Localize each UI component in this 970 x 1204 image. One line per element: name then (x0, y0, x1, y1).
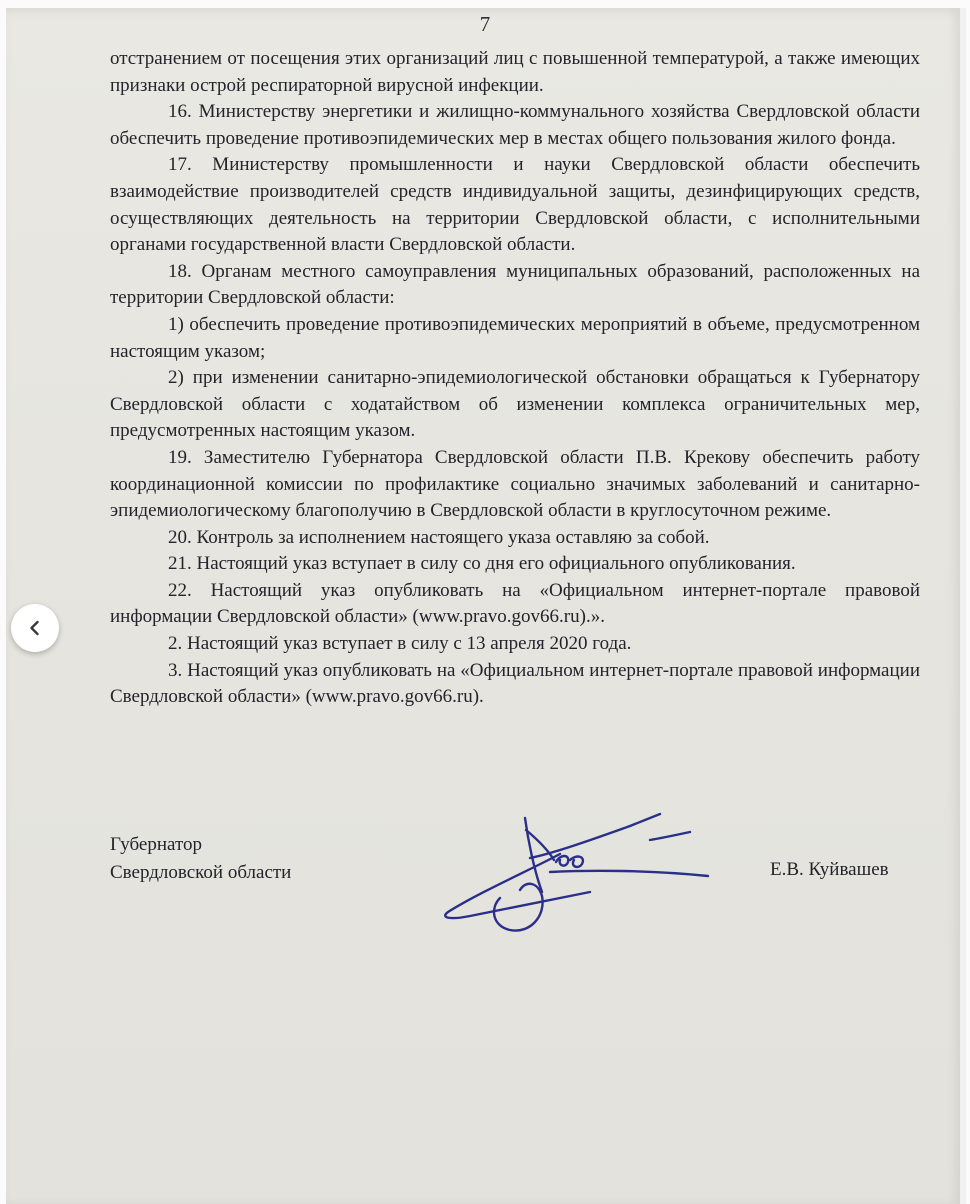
signer-title-line2: Свердловской области (110, 862, 292, 883)
sheet-edge (960, 8, 966, 1204)
page-number: 7 (479, 12, 491, 36)
signer-title (110, 831, 291, 887)
paragraph-item-17: 17. Министерству промышленности и науки Свердловской области обеспечить взаимодействие производителей средств индивидуальной защиты, дезинфицирующих средств, осуществляющих деятельность на территории Свердловской области, с исполнительными органами государственной власти Свердловской области. (110, 154, 920, 256)
paragraph-point-3: 3. Настоящий указ опубликовать на «Официальном интернет-портале правовой информации Свердловской области» (www.pravo.gov66.ru). (110, 659, 920, 708)
paragraph-item-19: 19. Заместителю Губернатора Свердловской области П.В. Крекову обеспечить работу координационной комиссии по профилактике социально значимых заболеваний и санитарно-эпидемиологическому благополучию в Свердловской области в круглосуточном режиме. (110, 446, 920, 522)
back-button[interactable] (11, 604, 59, 652)
paragraph-point-2: 2. Настоящий указ вступает в силу с 13 апреля 2020 года. (168, 633, 632, 655)
signer-name: Е.В. Куйвашев (770, 859, 889, 880)
chevron-left-icon (24, 617, 46, 639)
paragraph-item-16: 16. Министерству энергетики и жилищно-коммунального хозяйства Свердловской области обеспечить проведение противоэпидемических мер в местах общего пользования жилого фонда. (110, 101, 920, 149)
paragraph-item-18-1: 1) обеспечить проведение противоэпидемических мероприятий в объеме, предусмотренном настоящим указом; (110, 313, 920, 362)
signer-title-line1: Губернатор (110, 834, 203, 855)
paragraph-item-18-2: 2) при изменении санитарно-эпидемиологической обстановки обращаться к Губернатору Свердловской области с ходатайством об изменении комплекса ограничительных мер, предусмотренных настоящим указом. (110, 367, 920, 442)
paragraph-continuation: отстранением от посещения этих организаций лиц с повышенной температурой, а также имеющих признаки острой респираторной вирусной инфекции. (110, 48, 920, 96)
paragraph-item-18: 18. Органам местного самоуправления муниципальных образований, расположенных на территории Свердловской области: (110, 260, 920, 309)
paragraph-item-22: 22. Настоящий указ опубликовать на «Официальном интернет-портале правовой информации Свердловской области» (www.pravo.gov66.ru).». (110, 579, 920, 628)
document-body (110, 46, 920, 711)
paragraph-item-21: 21. Настоящий указ вступает в силу со дня его официального опубликования. (168, 553, 796, 575)
handwritten-signature (430, 800, 720, 940)
paragraph-item-20: 20. Контроль за исполнением настоящего указа оставляю за собой. (168, 526, 710, 548)
